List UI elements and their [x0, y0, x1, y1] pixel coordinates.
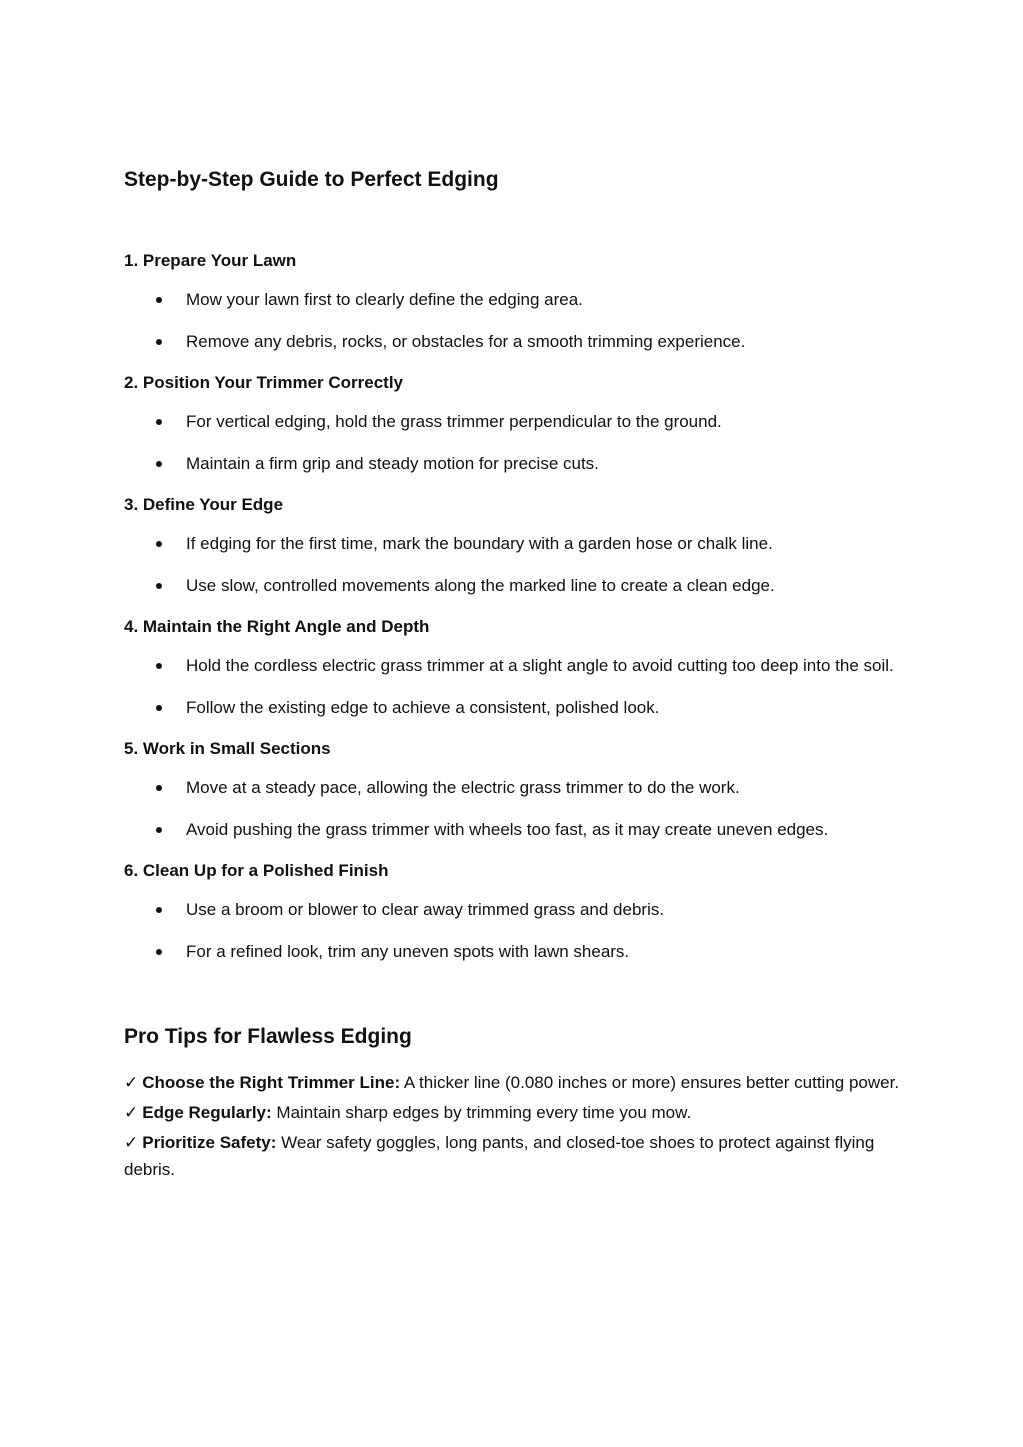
checkmark-icon: ✓ — [124, 1133, 139, 1152]
step-2 — [124, 370, 914, 477]
document-page — [124, 164, 914, 1186]
checkmark-icon: ✓ — [124, 1103, 139, 1122]
step-bullet-list — [124, 774, 914, 843]
bullet-icon — [156, 949, 162, 955]
list-item — [124, 408, 914, 435]
list-item — [124, 816, 914, 843]
list-item — [124, 938, 914, 965]
list-item-text: Maintain a firm grip and steady motion for precise cuts. — [186, 454, 599, 473]
step-6 — [124, 858, 914, 965]
tip-text: A thicker line (0.080 inches or more) ensures better cutting power. — [403, 1073, 900, 1092]
list-item-text: Use a broom or blower to clear away trimmed grass and debris. — [186, 900, 665, 919]
step-4 — [124, 614, 914, 721]
page-title: Step-by-Step Guide to Perfect Edging — [124, 168, 499, 191]
bullet-icon — [156, 541, 162, 547]
tip-text: Wear safety goggles, long pants, and closed-toe shoes to protect against flying debris. — [124, 1133, 875, 1179]
bullet-icon — [156, 827, 162, 833]
step-heading: 5. Work in Small Sections — [124, 739, 331, 758]
tip-label: Edge Regularly: — [142, 1103, 272, 1122]
pro-tip — [124, 1069, 914, 1096]
list-item — [124, 896, 914, 923]
bullet-icon — [156, 907, 162, 913]
list-item — [124, 774, 914, 801]
list-item-text: Mow your lawn first to clearly define the edging area. — [186, 290, 583, 309]
list-item-text: Hold the cordless electric grass trimmer at a slight angle to avoid cutting too deep into the soil. — [186, 656, 894, 675]
tip-label: Prioritize Safety: — [142, 1133, 277, 1152]
list-item-text: Use slow, controlled movements along the marked line to create a clean edge. — [186, 576, 775, 595]
list-item — [124, 530, 914, 557]
list-item-text: For vertical edging, hold the grass trimmer perpendicular to the ground. — [186, 412, 722, 431]
step-5 — [124, 736, 914, 843]
bullet-icon — [156, 705, 162, 711]
tip-text: Maintain sharp edges by trimming every time you mow. — [276, 1103, 692, 1122]
list-item — [124, 450, 914, 477]
pro-tip — [124, 1129, 914, 1183]
list-item-text: For a refined look, trim any uneven spots with lawn shears. — [186, 942, 630, 961]
step-heading: 4. Maintain the Right Angle and Depth — [124, 617, 430, 636]
pro-tips-section — [124, 1069, 914, 1183]
pro-tip — [124, 1099, 914, 1126]
step-bullet-list — [124, 896, 914, 965]
list-item-text: Move at a steady pace, allowing the electric grass trimmer to do the work. — [186, 778, 740, 797]
step-3 — [124, 492, 914, 599]
step-1 — [124, 248, 914, 355]
bullet-icon — [156, 583, 162, 589]
step-bullet-list — [124, 652, 914, 721]
step-heading: 3. Define Your Edge — [124, 495, 284, 514]
step-heading: 6. Clean Up for a Polished Finish — [124, 861, 389, 880]
step-bullet-list — [124, 530, 914, 599]
steps-section — [124, 248, 914, 965]
bullet-icon — [156, 785, 162, 791]
pro-tips-title: Pro Tips for Flawless Edging — [124, 1025, 412, 1048]
list-item — [124, 694, 914, 721]
list-item-text: Remove any debris, rocks, or obstacles for a smooth trimming experience. — [186, 332, 746, 351]
list-item — [124, 652, 914, 679]
list-item-text: Follow the existing edge to achieve a consistent, polished look. — [186, 698, 660, 717]
list-item-text: If edging for the first time, mark the boundary with a garden hose or chalk line. — [186, 534, 773, 553]
list-item — [124, 328, 914, 355]
bullet-icon — [156, 419, 162, 425]
step-bullet-list — [124, 408, 914, 477]
step-heading: 2. Position Your Trimmer Correctly — [124, 373, 404, 392]
list-item — [124, 572, 914, 599]
list-item-text: Avoid pushing the grass trimmer with wheels too fast, as it may create uneven edges. — [186, 820, 829, 839]
bullet-icon — [156, 663, 162, 669]
bullet-icon — [156, 461, 162, 467]
checkmark-icon: ✓ — [124, 1073, 139, 1092]
tip-label: Choose the Right Trimmer Line: — [142, 1073, 401, 1092]
bullet-icon — [156, 297, 162, 303]
step-bullet-list — [124, 286, 914, 355]
step-heading: 1. Prepare Your Lawn — [124, 251, 297, 270]
bullet-icon — [156, 339, 162, 345]
list-item — [124, 286, 914, 313]
